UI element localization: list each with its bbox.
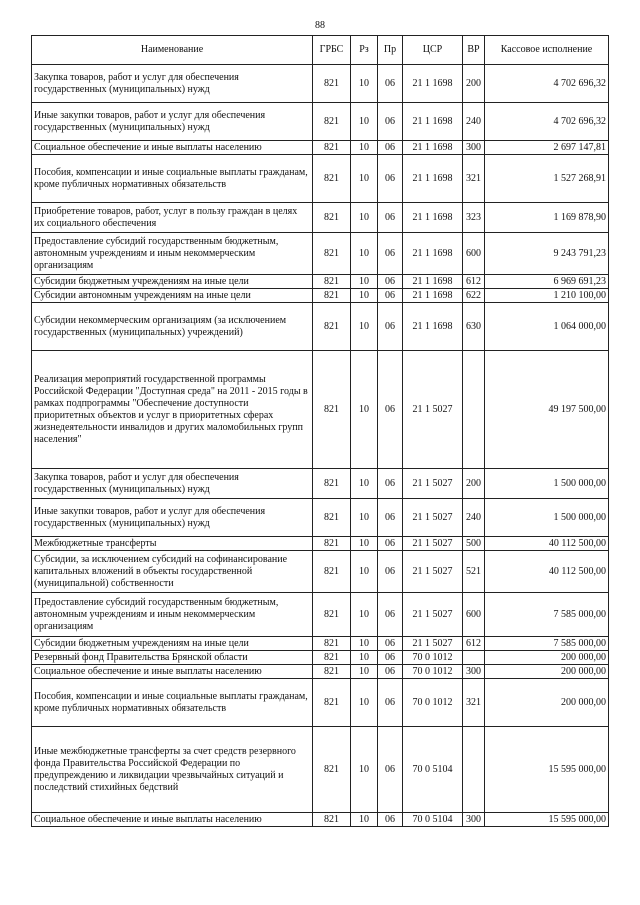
row-amount: 40 112 500,00	[485, 551, 609, 593]
table-row	[32, 103, 609, 141]
row-name: Межбюджетные трансферты	[32, 537, 313, 551]
row-vr: 600	[463, 233, 485, 275]
row-amount: 200 000,00	[485, 665, 609, 679]
row-name: Приобретение товаров, работ, услуг в пользу граждан в целях их социального обеспечения	[32, 203, 313, 233]
table-row	[32, 665, 609, 679]
row-grbs: 821	[313, 551, 351, 593]
header-vr: ВР	[463, 36, 485, 65]
row-amount: 1 500 000,00	[485, 469, 609, 499]
row-vr: 622	[463, 289, 485, 303]
row-rz: 10	[351, 289, 378, 303]
row-vr: 300	[463, 665, 485, 679]
row-rz: 10	[351, 65, 378, 103]
table-row	[32, 651, 609, 665]
row-amount: 7 585 000,00	[485, 637, 609, 651]
row-rz: 10	[351, 351, 378, 469]
row-csr: 21 1 1698	[403, 65, 463, 103]
row-rz: 10	[351, 551, 378, 593]
row-grbs: 821	[313, 141, 351, 155]
row-vr: 521	[463, 551, 485, 593]
row-rz: 10	[351, 537, 378, 551]
header-grbs: ГРБС	[313, 36, 351, 65]
row-csr: 21 1 5027	[403, 469, 463, 499]
header-pr: Пр	[378, 36, 403, 65]
row-pr: 06	[378, 537, 403, 551]
row-name: Иные межбюджетные трансферты за счет средств резервного фонда Правительства Российской Федерации по предупреждению и ликвидации чрезвычайных ситуаций и последствий стихийных бедствий	[32, 727, 313, 813]
row-rz: 10	[351, 155, 378, 203]
row-pr: 06	[378, 813, 403, 827]
row-csr: 21 1 1698	[403, 103, 463, 141]
header-csr: ЦСР	[403, 36, 463, 65]
row-name: Пособия, компенсации и иные социальные выплаты гражданам, кроме публичных нормативных обязательств	[32, 155, 313, 203]
row-rz: 10	[351, 679, 378, 727]
row-vr: 600	[463, 593, 485, 637]
row-csr: 21 1 1698	[403, 203, 463, 233]
row-grbs: 821	[313, 155, 351, 203]
row-amount: 200 000,00	[485, 679, 609, 727]
row-grbs: 821	[313, 469, 351, 499]
row-name: Субсидии некоммерческим организациям (за исключением государственных (муниципальных) учреждений)	[32, 303, 313, 351]
row-rz: 10	[351, 813, 378, 827]
row-vr: 321	[463, 679, 485, 727]
table-row	[32, 289, 609, 303]
row-pr: 06	[378, 351, 403, 469]
row-name: Иные закупки товаров, работ и услуг для обеспечения государственных (муниципальных) нужд	[32, 103, 313, 141]
row-rz: 10	[351, 727, 378, 813]
row-grbs: 821	[313, 651, 351, 665]
row-csr: 21 1 1698	[403, 289, 463, 303]
row-vr: 200	[463, 65, 485, 103]
row-vr: 240	[463, 103, 485, 141]
row-grbs: 821	[313, 275, 351, 289]
row-csr: 21 1 1698	[403, 275, 463, 289]
row-csr: 21 1 5027	[403, 351, 463, 469]
row-grbs: 821	[313, 727, 351, 813]
table-row	[32, 679, 609, 727]
row-amount: 200 000,00	[485, 651, 609, 665]
row-grbs: 821	[313, 499, 351, 537]
row-csr: 70 0 1012	[403, 665, 463, 679]
row-amount: 15 595 000,00	[485, 727, 609, 813]
row-vr: 240	[463, 499, 485, 537]
row-pr: 06	[378, 469, 403, 499]
row-csr: 70 0 1012	[403, 651, 463, 665]
row-amount: 49 197 500,00	[485, 351, 609, 469]
row-name: Субсидии бюджетным учреждениям на иные цели	[32, 275, 313, 289]
row-grbs: 821	[313, 679, 351, 727]
row-vr: 500	[463, 537, 485, 551]
row-name: Субсидии автономным учреждениям на иные цели	[32, 289, 313, 303]
row-grbs: 821	[313, 351, 351, 469]
table-row	[32, 233, 609, 275]
row-grbs: 821	[313, 289, 351, 303]
row-name: Закупка товаров, работ и услуг для обеспечения государственных (муниципальных) нужд	[32, 65, 313, 103]
row-amount: 2 697 147,81	[485, 141, 609, 155]
row-name: Пособия, компенсации и иные социальные выплаты гражданам, кроме публичных нормативных обязательств	[32, 679, 313, 727]
row-vr	[463, 351, 485, 469]
row-grbs: 821	[313, 203, 351, 233]
row-grbs: 821	[313, 233, 351, 275]
row-name: Субсидии, за исключением субсидий на софинансирование капитальных вложений в объекты государственной (муниципальной) собственности	[32, 551, 313, 593]
row-csr: 21 1 5027	[403, 551, 463, 593]
row-grbs: 821	[313, 103, 351, 141]
row-csr: 70 0 1012	[403, 679, 463, 727]
budget-table	[31, 35, 609, 827]
table-row	[32, 303, 609, 351]
row-rz: 10	[351, 499, 378, 537]
row-pr: 06	[378, 289, 403, 303]
row-rz: 10	[351, 275, 378, 289]
row-rz: 10	[351, 651, 378, 665]
row-vr	[463, 727, 485, 813]
row-vr: 612	[463, 637, 485, 651]
row-vr: 300	[463, 813, 485, 827]
row-pr: 06	[378, 679, 403, 727]
table-row	[32, 727, 609, 813]
row-vr: 323	[463, 203, 485, 233]
row-amount: 1 527 268,91	[485, 155, 609, 203]
row-csr: 70 0 5104	[403, 727, 463, 813]
row-amount: 15 595 000,00	[485, 813, 609, 827]
row-pr: 06	[378, 65, 403, 103]
row-rz: 10	[351, 203, 378, 233]
row-name: Субсидии бюджетным учреждениям на иные цели	[32, 637, 313, 651]
row-csr: 21 1 5027	[403, 537, 463, 551]
row-amount: 4 702 696,32	[485, 65, 609, 103]
row-amount: 9 243 791,23	[485, 233, 609, 275]
header-name: Наименование	[32, 36, 313, 65]
row-grbs: 821	[313, 537, 351, 551]
row-csr: 21 1 1698	[403, 141, 463, 155]
row-vr: 630	[463, 303, 485, 351]
table-row	[32, 813, 609, 827]
row-pr: 06	[378, 275, 403, 289]
row-vr: 300	[463, 141, 485, 155]
table-row	[32, 65, 609, 103]
row-rz: 10	[351, 469, 378, 499]
row-amount: 40 112 500,00	[485, 537, 609, 551]
row-name: Социальное обеспечение и иные выплаты населению	[32, 665, 313, 679]
table-row	[32, 551, 609, 593]
row-amount: 1 210 100,00	[485, 289, 609, 303]
row-grbs: 821	[313, 665, 351, 679]
row-pr: 06	[378, 593, 403, 637]
page-number: 88	[315, 20, 325, 31]
row-name: Закупка товаров, работ и услуг для обеспечения государственных (муниципальных) нужд	[32, 469, 313, 499]
row-name: Резервный фонд Правительства Брянской области	[32, 651, 313, 665]
row-pr: 06	[378, 551, 403, 593]
row-pr: 06	[378, 303, 403, 351]
row-name: Предоставление субсидий государственным бюджетным, автономным учреждениям и иным некоммерческим организациям	[32, 233, 313, 275]
row-amount: 4 702 696,32	[485, 103, 609, 141]
table-row	[32, 203, 609, 233]
row-pr: 06	[378, 637, 403, 651]
table-row	[32, 155, 609, 203]
row-grbs: 821	[313, 303, 351, 351]
row-pr: 06	[378, 727, 403, 813]
row-csr: 21 1 1698	[403, 155, 463, 203]
row-amount: 7 585 000,00	[485, 593, 609, 637]
table-row	[32, 593, 609, 637]
row-csr: 21 1 1698	[403, 303, 463, 351]
row-csr: 21 1 5027	[403, 593, 463, 637]
row-pr: 06	[378, 665, 403, 679]
table-row	[32, 469, 609, 499]
header-row	[32, 36, 609, 65]
table-row	[32, 537, 609, 551]
row-name: Реализация мероприятий государственной программы Российской Федерации "Доступная среда" на 2011 - 2015 годы в рамках подпрограммы "Обеспечение доступности приоритетных объектов и услуг в приоритетных сферах жизнедеятельности инвалидов и других маломобильных групп населения"	[32, 351, 313, 469]
table-row	[32, 351, 609, 469]
table-row	[32, 499, 609, 537]
row-vr: 200	[463, 469, 485, 499]
header-rz: Рз	[351, 36, 378, 65]
row-amount: 1 169 878,90	[485, 203, 609, 233]
row-csr: 70 0 5104	[403, 813, 463, 827]
row-rz: 10	[351, 303, 378, 351]
row-pr: 06	[378, 155, 403, 203]
row-csr: 21 1 5027	[403, 637, 463, 651]
row-rz: 10	[351, 665, 378, 679]
header-amount: Кассовое исполнение	[485, 36, 609, 65]
row-csr: 21 1 5027	[403, 499, 463, 537]
row-grbs: 821	[313, 813, 351, 827]
row-pr: 06	[378, 203, 403, 233]
row-rz: 10	[351, 141, 378, 155]
table-row	[32, 637, 609, 651]
row-csr: 21 1 1698	[403, 233, 463, 275]
row-rz: 10	[351, 593, 378, 637]
row-name: Предоставление субсидий государственным бюджетным, автономным учреждениям и иным некоммерческим организациям	[32, 593, 313, 637]
row-name: Социальное обеспечение и иные выплаты населению	[32, 141, 313, 155]
row-pr: 06	[378, 499, 403, 537]
row-amount: 1 500 000,00	[485, 499, 609, 537]
row-grbs: 821	[313, 593, 351, 637]
row-rz: 10	[351, 637, 378, 651]
table-row	[32, 141, 609, 155]
row-rz: 10	[351, 233, 378, 275]
row-amount: 6 969 691,23	[485, 275, 609, 289]
row-pr: 06	[378, 651, 403, 665]
row-pr: 06	[378, 103, 403, 141]
row-name: Иные закупки товаров, работ и услуг для обеспечения государственных (муниципальных) нужд	[32, 499, 313, 537]
row-name: Социальное обеспечение и иные выплаты населению	[32, 813, 313, 827]
row-amount: 1 064 000,00	[485, 303, 609, 351]
row-pr: 06	[378, 233, 403, 275]
row-grbs: 821	[313, 65, 351, 103]
row-rz: 10	[351, 103, 378, 141]
table-row	[32, 275, 609, 289]
row-vr: 612	[463, 275, 485, 289]
row-grbs: 821	[313, 637, 351, 651]
row-vr	[463, 651, 485, 665]
row-pr: 06	[378, 141, 403, 155]
row-vr: 321	[463, 155, 485, 203]
